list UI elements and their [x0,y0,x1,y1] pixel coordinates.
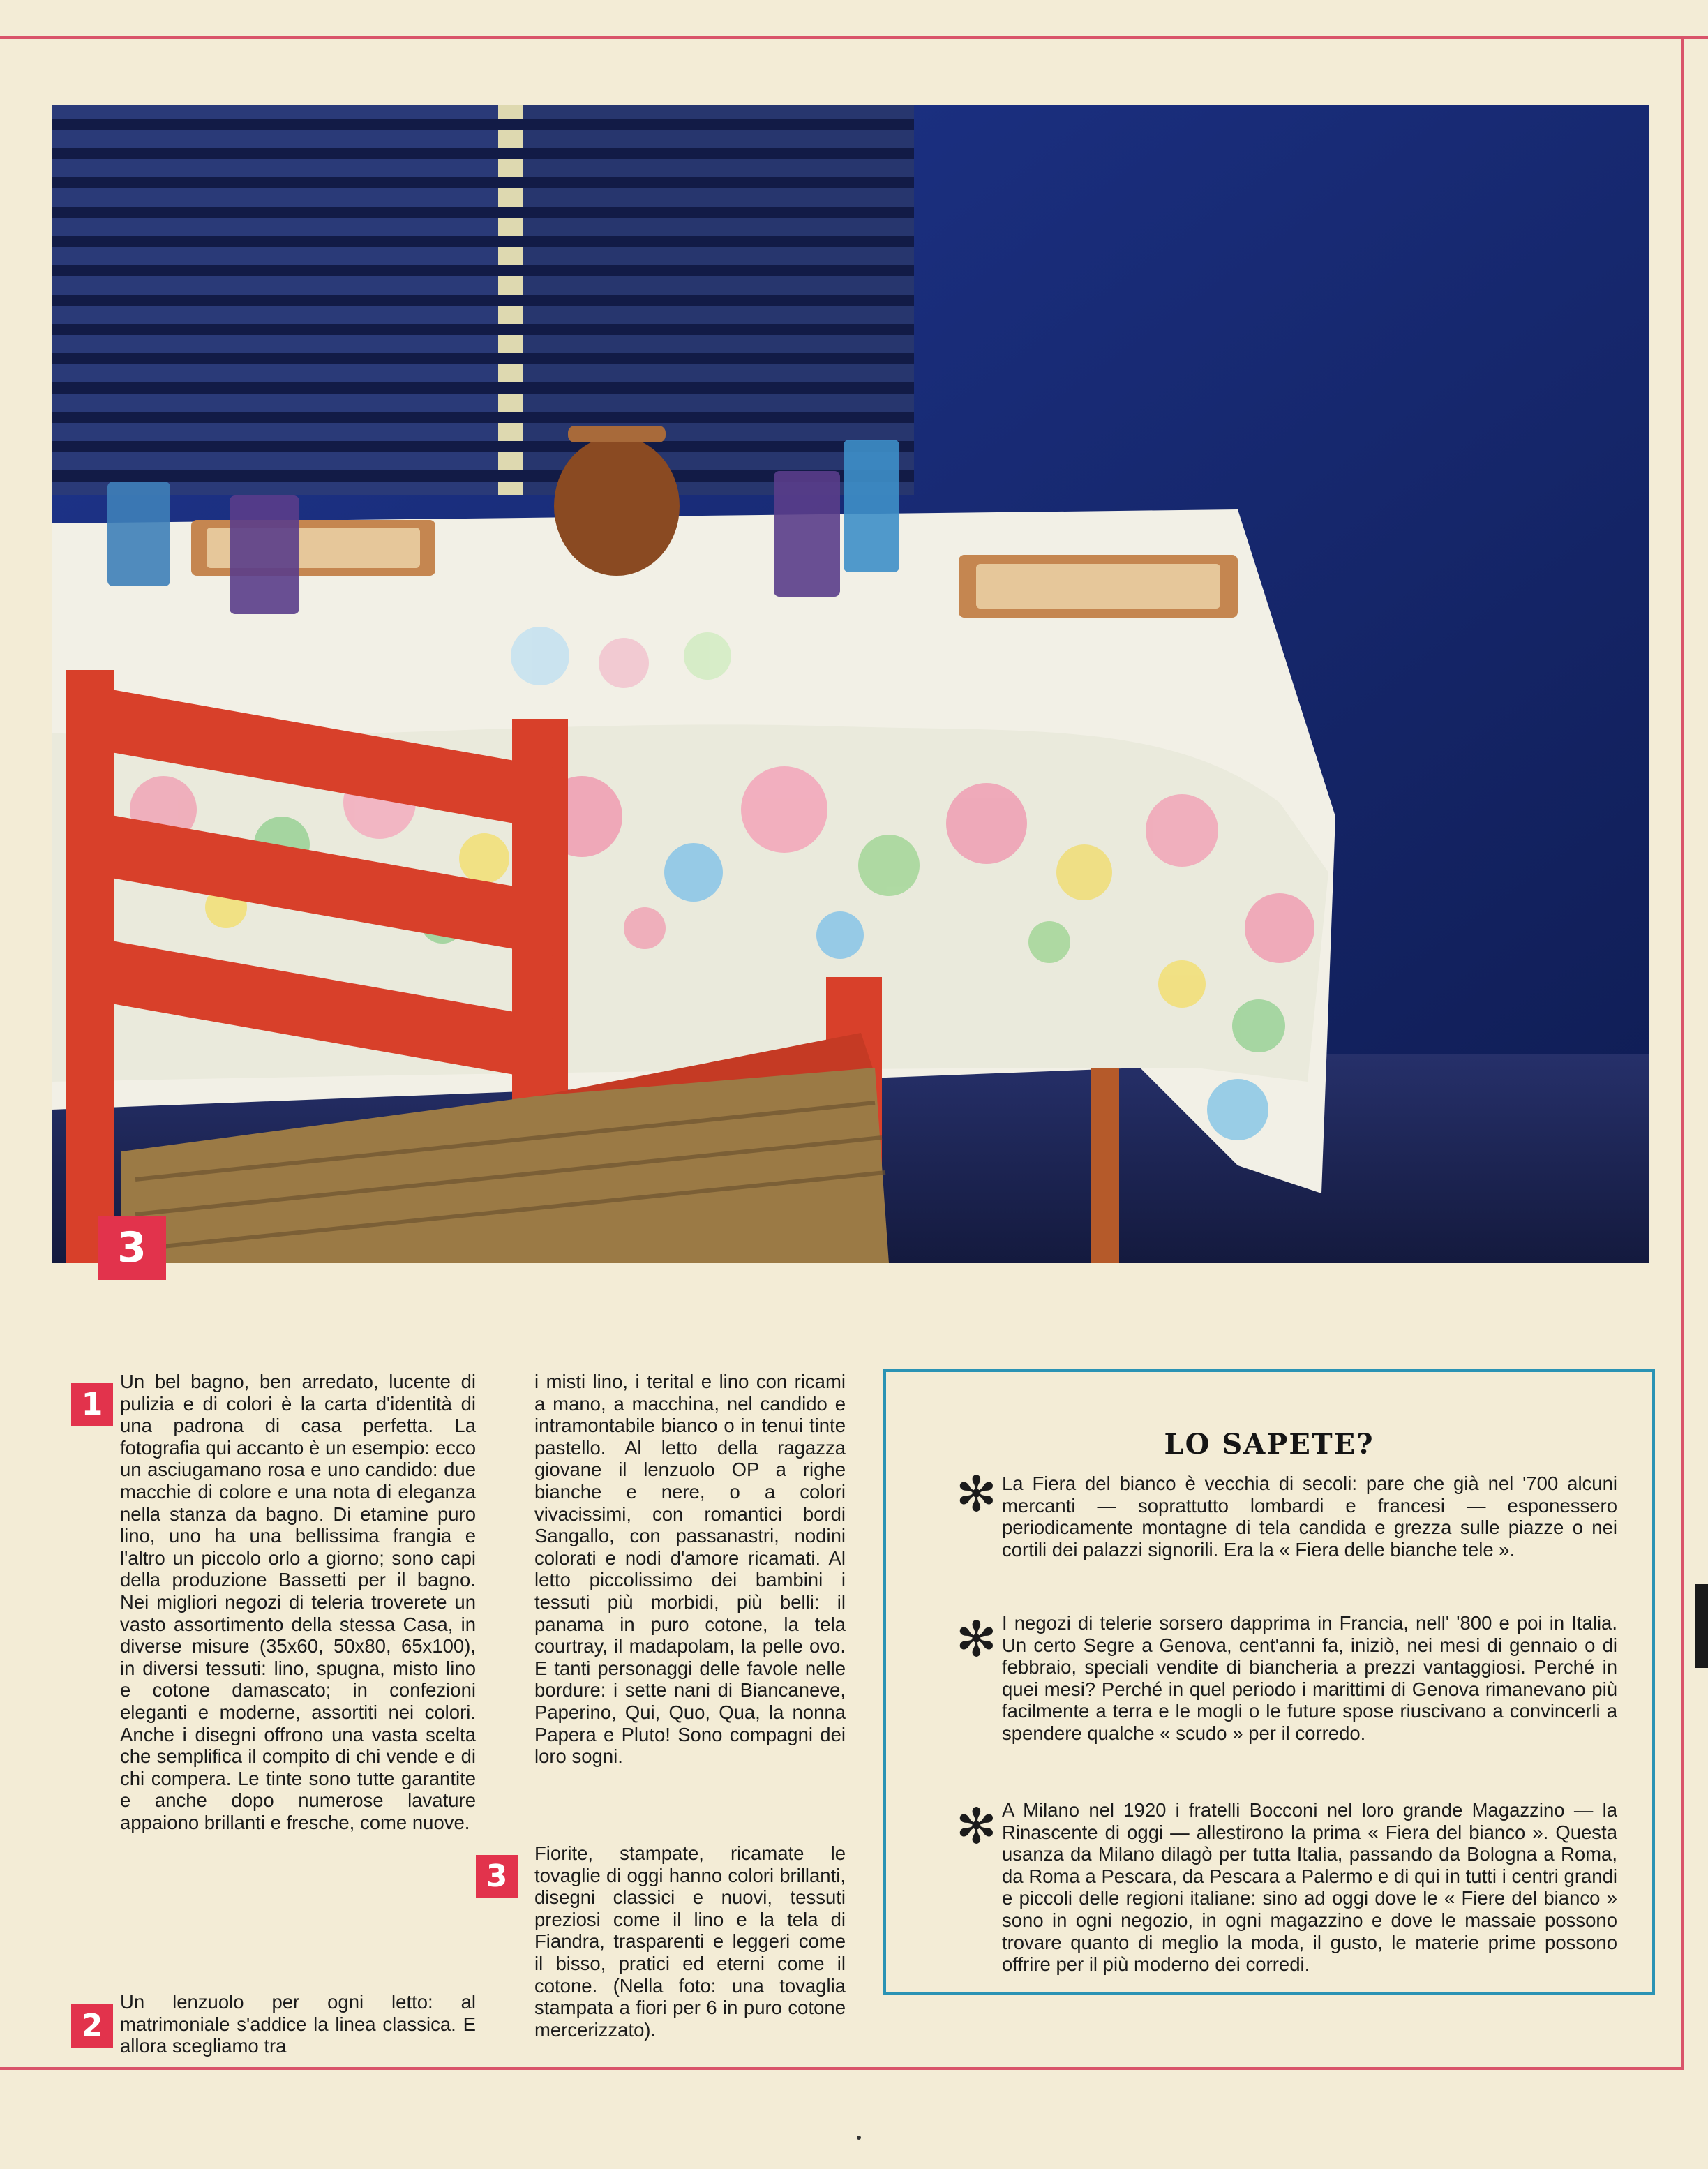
asterisk-icon: ✻ [956,1466,997,1523]
page-edge-tab [1695,1584,1708,1668]
lo-sapete-box [883,1369,1655,1995]
fact-3: A Milano nel 1920 i fratelli Bocconi nel loro grande Magazzino — la Rinascente di oggi — allestirono la prima « Fiera del bianco ». Questa usanza da Milano dilagò per tutta Italia, passando da Bologna a Roma, da Roma a Pescara, da Pescara a Palermo e di qui in tutti i centri grandi e piccoli delle regioni italiane: sino ad oggi dove le « Fiere del bianco » sono in ogni negozio, in ogni magazzino e dove le massaie possono trovare quanto di meglio la moda, il gusto, le materie prime possono offrire per il più moderno dei corredi. [1002,1799,1617,1976]
fact-2: I negozi di telerie sorsero dapprima in Francia, nell' '800 e poi in Italia. Un certo Segre a Genova, cent'anni fa, iniziò, nei mesi di gennaio o di febbraio, speciali vendite di biancheria a prezzi vantaggiosi. Perché in quei mesi? Perché in quel periodo i marittimi di Genova rimanevano più facilmente a terra e le mogli o le future spose riuscivano a convincerli a spendere qualche « scudo » per il corredo. [1002,1612,1617,1744]
photo-number-badge: 3 [98,1216,166,1280]
asterisk-icon: ✻ [956,1798,997,1855]
tablecloth-photo [52,105,1649,1263]
page-border-bottom [0,2067,1684,2070]
fact-1: La Fiera del bianco è vecchia di secoli: pare che già nel '700 alcuni mercanti — soprattutto lombardi e francesi — esponessero periodicamente montagne di tela candida e grezza sulle piazze o nei cortili dei palazzi signorili. Era la « Fiera delle bianche tele ». [1002,1473,1617,1560]
page-border-top [0,36,1708,39]
item-3-badge: 3 [476,1855,518,1898]
item-2-badge: 2 [71,2004,113,2048]
item-2-text: Un lenzuolo per ogni letto: al matrimoniale s'addice la linea classica. E allora scegliamo tra [120,1991,476,2057]
box-title: LO SAPETE? [1164,1428,1374,1461]
window-blinds [52,105,914,495]
item-1-text: Un bel bagno, ben arredato, lucente di pulizia e di colori è la carta d'identità di una padrona di casa perfetta. La fotografia qui accanto è un esempio: ecco un asciugamano rosa e uno candido: due macchie di colore e una nota di eleganza nella stanza da bagno. Di etamine puro lino, uno ha una bellissima frangia e l'altro un piccolo orlo a giorno; sono capi della produzione Bassetti per il bagno. Nei migliori negozi di teleria troverete un vasto assortimento della stessa Casa, in diverse misure (35x60, 50x80, 65x100), in diversi tessuti: lino, spugna, misto lino e cotone damascato; in confezioni eleganti e moderne, assortiti nei colori. Anche i disegni offrono una vasta scelta che semplifica il compito di chi vende e di chi compera. Le tinte sono tutte garantite e anche dopo numerose lavature appaiono brillanti e fresche, come nuove. [120,1371,476,1833]
page-border-right [1681,36,1684,2069]
item-3-text: Fiorite, stampate, ricamate le tovaglie di oggi hanno colori brillanti, disegni classici e nuovi, tessuti preziosi come il lino e la tela di Fiandra, trasparenti e leggeri come il bisso, pratici ed eterni come il cotone. (Nella foto: una tovaglia stampata a fiori per 6 in puro cotone mercerizzato). [534,1842,846,2041]
print-dot [857,2136,861,2140]
asterisk-icon: ✻ [956,1611,997,1668]
item-2-continued-text: i misti lino, i terital e lino con ricami a mano, a macchina, nel candido e intramontabile bianco o in tenui tinte pastello. Al letto della ragazza giovane il lenzuolo OP a righe bianche e nere, o a colori vivacissimi, con romantici bordi Sangallo, con passanastri, nodini colorati e nodi d'amore ricamati. Al letto piccolissimo dei bambini i tessuti più morbidi, più belli: il panama in puro cotone, la tela courtray, il madapolam, la pelle ovo. E tanti personaggi delle favole nelle bordure: i sette nani di Biancaneve, Paperino, Qui, Quo, Qua, la nonna Papera e Pluto! Sono compagni dei loro sogni. [534,1371,846,1768]
item-1-badge: 1 [71,1383,113,1426]
tablecloth-photo-illustration [52,105,1649,1263]
